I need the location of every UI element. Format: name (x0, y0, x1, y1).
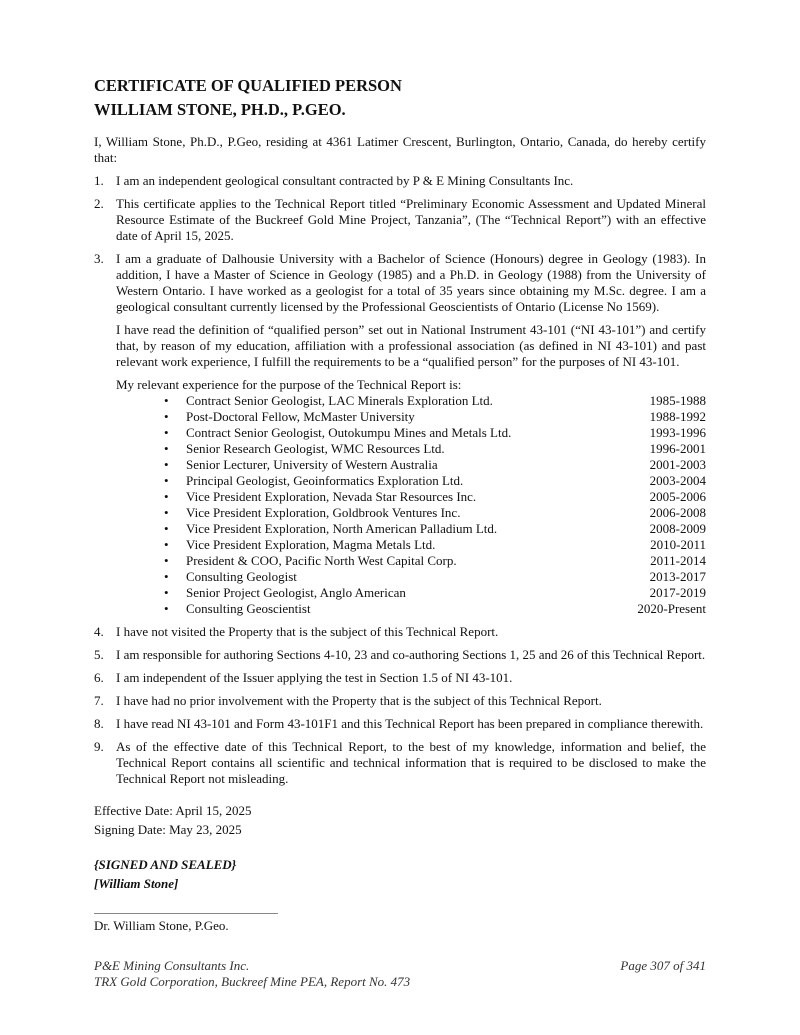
item-text: I am a graduate of Dalhousie University with a Bachelor of Science (Honours) degree in Geology (1983). In addition, I have a Master of Science in Geology (1985) and a Ph.D. in Geology (1988) from the University of Western Ontario. I have worked as a geologist for a total of 35 years since obtaining my M.Sc. degree. I am a geological consultant currently licensed by the Professional Geoscientists of Ontario (License No 1569). (116, 251, 706, 314)
experience-role: Contract Senior Geologist, Outokumpu Mines and Metals Ltd. (186, 425, 512, 440)
item-number: 5. (94, 647, 104, 662)
experience-role: Contract Senior Geologist, LAC Minerals Exploration Ltd. (186, 393, 493, 408)
experience-item (116, 473, 706, 489)
signatory-name: Dr. William Stone, P.Geo. (94, 918, 229, 933)
experience-years: 1993-1996 (649, 425, 706, 440)
list-item (94, 693, 706, 709)
experience-item (116, 585, 706, 601)
experience-item (116, 537, 706, 553)
item-number: 3. (94, 251, 104, 266)
experience-years: 2013-2017 (649, 569, 706, 584)
experience-role: Consulting Geologist (186, 569, 297, 584)
bullet-icon: • (164, 553, 169, 568)
experience-years: 2005-2006 (649, 489, 706, 504)
experience-role: President & COO, Pacific North West Capital Corp. (186, 553, 457, 568)
signed-and-sealed: {SIGNED AND SEALED} (94, 857, 237, 872)
bullet-icon: • (164, 457, 169, 472)
item-text: As of the effective date of this Technical Report, to the best of my knowledge, information and belief, the Technical Report contains all scientific and technical information that is required to be disclosed to make the Technical Report not misleading. (116, 739, 706, 786)
experience-item (116, 425, 706, 441)
page-footer (94, 958, 706, 990)
item-number: 8. (94, 716, 104, 731)
experience-years: 2020-Present (637, 601, 706, 616)
experience-years: 2006-2008 (649, 505, 706, 520)
experience-item (116, 569, 706, 585)
experience-role: Senior Lecturer, University of Western Australia (186, 457, 438, 472)
bullet-icon: • (164, 601, 169, 616)
experience-item (116, 553, 706, 569)
experience-years: 1988-1992 (649, 409, 706, 424)
experience-role: Consulting Geoscientist (186, 601, 311, 616)
dates-block (94, 801, 706, 839)
experience-role: Post-Doctoral Fellow, McMaster University (186, 409, 415, 424)
signing-date: Signing Date: May 23, 2025 (94, 822, 242, 837)
bullet-icon: • (164, 505, 169, 520)
item-text: I have not visited the Property that is the subject of this Technical Report. (116, 624, 499, 639)
experience-item (116, 601, 706, 617)
item-number: 9. (94, 739, 104, 754)
item-text: I am responsible for authoring Sections 4-10, 23 and co-authoring Sections 1, 25 and 26 of this Technical Report. (116, 647, 706, 662)
experience-heading: My relevant experience for the purpose of the Technical Report is: (116, 377, 462, 392)
signature-line (94, 913, 278, 914)
list-item (94, 647, 706, 663)
bullet-icon: • (164, 409, 169, 424)
experience-years: 1996-2001 (649, 441, 706, 456)
intro-paragraph: I, William Stone, Ph.D., P.Geo, residing at 4361 Latimer Crescent, Burlington, Ontario, Canada, do hereby certify that: (94, 134, 706, 165)
item-number: 6. (94, 670, 104, 685)
experience-item (116, 505, 706, 521)
list-item (94, 716, 706, 732)
experience-years: 2017-2019 (649, 585, 706, 600)
experience-years: 2010-2011 (650, 537, 706, 552)
bullet-icon: • (164, 585, 169, 600)
footer-report: TRX Gold Corporation, Buckreef Mine PEA, Report No. 473 (94, 974, 411, 989)
experience-years: 2001-2003 (649, 457, 706, 472)
experience-role: Vice President Exploration, Goldbrook Ventures Inc. (186, 505, 461, 520)
qualified-person-paragraph: I have read the definition of “qualified person” set out in National Instrument 43-101 (“NI 43-101”) and certify that, by reason of my education, affiliation with a professional association (as defined in NI 43-101) and past relevant work experience, I fulfill the requirements to be a “qualified person” for the purposes of NI 43-101. (116, 322, 706, 369)
page-number: Page 307 of 341 (620, 958, 706, 973)
signed-name: [William Stone] (94, 876, 179, 891)
signature-block (94, 855, 706, 893)
experience-years: 2011-2014 (650, 553, 706, 568)
effective-date: Effective Date: April 15, 2025 (94, 803, 252, 818)
experience-years: 1985-1988 (649, 393, 706, 408)
experience-role: Vice President Exploration, Magma Metals Ltd. (186, 537, 436, 552)
bullet-icon: • (164, 441, 169, 456)
item-number: 7. (94, 693, 104, 708)
item-text: This certificate applies to the Technical Report titled “Preliminary Economic Assessment and Updated Mineral Resource Estimate of the Buckreef Gold Mine Project, Tanzania”, (The “Technical Report”) with an effective date of April 15, 2025. (116, 196, 706, 243)
bullet-icon: • (164, 425, 169, 440)
bullet-icon: • (164, 569, 169, 584)
experience-role: Vice President Exploration, Nevada Star Resources Inc. (186, 489, 477, 504)
list-item (94, 624, 706, 640)
experience-item (116, 521, 706, 537)
footer-company: P&E Mining Consultants Inc. (94, 958, 250, 973)
list-item (94, 196, 706, 244)
experience-role: Principal Geologist, Geoinformatics Exploration Ltd. (186, 473, 464, 488)
item-text: I am an independent geological consultant contracted by P & E Mining Consultants Inc. (116, 173, 574, 188)
certificate-body (94, 76, 706, 934)
experience-item (116, 409, 706, 425)
item-text: I am independent of the Issuer applying the test in Section 1.5 of NI 43-101. (116, 670, 513, 685)
item-text: I have had no prior involvement with the Property that is the subject of this Technical Report. (116, 693, 602, 708)
list-item (94, 670, 706, 686)
experience-years: 2008-2009 (649, 521, 706, 536)
item-number: 2. (94, 196, 104, 211)
bullet-icon: • (164, 393, 169, 408)
list-item (94, 173, 706, 189)
experience-item (116, 489, 706, 505)
experience-item (116, 393, 706, 409)
person-title: WILLIAM STONE, PH.D., P.GEO. (94, 100, 346, 119)
bullet-icon: • (164, 521, 169, 536)
bullet-icon: • (164, 537, 169, 552)
experience-item (116, 457, 706, 473)
document-title: CERTIFICATE OF QUALIFIED PERSON (94, 76, 402, 95)
list-item (94, 739, 706, 787)
item-number: 4. (94, 624, 104, 639)
bullet-icon: • (164, 489, 169, 504)
experience-role: Senior Research Geologist, WMC Resources Ltd. (186, 441, 445, 456)
bullet-icon: • (164, 473, 169, 488)
experience-role: Vice President Exploration, North American Palladium Ltd. (186, 521, 498, 536)
list-item (94, 251, 706, 617)
item-text: I have read NI 43-101 and Form 43-101F1 and this Technical Report has been prepared in compliance therewith. (116, 716, 704, 731)
experience-item (116, 441, 706, 457)
experience-list (116, 393, 706, 617)
item-number: 1. (94, 173, 104, 188)
experience-years: 2003-2004 (649, 473, 706, 488)
experience-role: Senior Project Geologist, Anglo American (186, 585, 406, 600)
